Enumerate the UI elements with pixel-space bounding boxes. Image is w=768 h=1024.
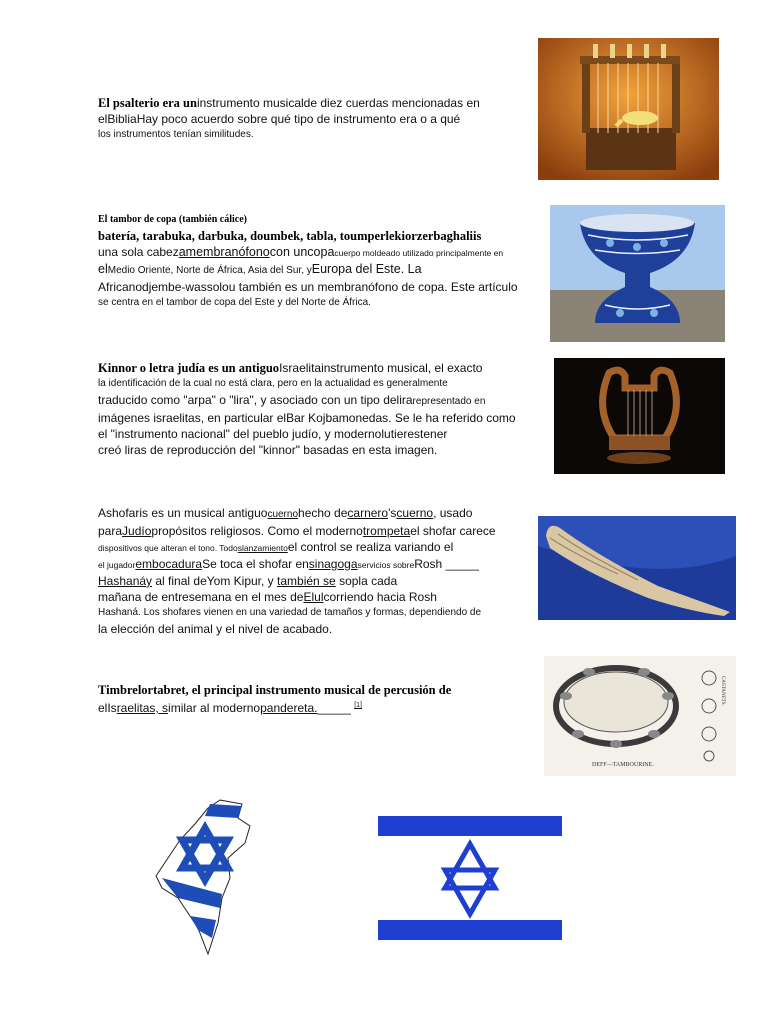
tambor-l4i: . La: [400, 262, 422, 276]
tambor-line5: Africanodjembe-wassolou también es un membranófono de copa. Este artículo: [98, 280, 518, 294]
timbrel-line1: Timbrelortabret, el principal instrumento musical de percusión de: [98, 683, 452, 697]
tambourine-caption: DEFF—TAMBOURINE.: [592, 762, 654, 768]
shofar-l6c: corriendo hacia Rosh: [323, 590, 437, 604]
shofar-l2d: trompeta: [362, 524, 411, 538]
psalterio-line2: elBibliaHay poco acuerdo sobre qué tipo de instrumento era o a qué: [98, 112, 461, 126]
shofar-l5e: , y: [261, 574, 278, 588]
shofar-l4f: Rosh: [414, 557, 443, 571]
psaltery-image: [538, 38, 719, 180]
timbrel-footnote[interactable]: [1]: [354, 702, 362, 709]
tambor-names: batería, tarabuka, darbuka, doumbek, tabla, toumperlekiorzerbaghaliis: [98, 229, 482, 243]
tambor-line6: se centra en el tambor de copa del Este y del Norte de África.: [98, 297, 371, 308]
tambor-l4e: ,: [242, 265, 248, 276]
kinnor-line5: el "instrumento nacional" del pueblo judío, y modernolutierestener: [98, 427, 448, 441]
shofar-l4d: sinagoga: [308, 557, 358, 571]
kinnor-l1b: Israelitainstrumento musical, el exacto: [279, 361, 483, 375]
tambor-l4a: el: [98, 262, 108, 276]
shofar-l4e: servicios sobre: [357, 560, 415, 570]
shofar-text: [98, 505, 543, 637]
psalterio-line3: los instrumentos tenían similitudes.: [98, 129, 254, 140]
timbrel-l2e: _____: [317, 701, 351, 715]
tambor-l3c: con uncopa: [269, 245, 335, 259]
timbrel-l2b: raelitas, s: [116, 701, 169, 715]
timbrel-l2d: pandereta.: [260, 701, 318, 715]
shofar-l1b: cuerno: [267, 509, 299, 520]
timbrel-text: [98, 682, 543, 716]
kinnor-text: [98, 360, 543, 458]
shofar-l4b: embocadura: [135, 557, 203, 571]
shofar-l3b: slanzamiento: [237, 543, 288, 553]
shofar-l1e: 's: [388, 506, 397, 520]
goblet-drum-image: [550, 205, 725, 342]
shofar-l2e: el shofar carece: [410, 524, 496, 538]
shofar-l3c: el control se realiza variando el: [287, 540, 454, 554]
israel-flag: [378, 816, 562, 940]
shofar-l6b: Elul: [303, 590, 324, 604]
shofar-l5b: y: [146, 574, 153, 588]
tambor-title: El tambor de copa (también cálice): [98, 214, 247, 225]
shofar-l5c: al final de: [152, 574, 207, 588]
kinnor-l3b: representado en: [412, 396, 486, 407]
castanets-caption: CASTANETS.: [720, 676, 725, 706]
tambor-text: [98, 212, 543, 311]
shofar-l2a: para: [98, 524, 123, 538]
shofar-l1g: , usado: [433, 506, 473, 520]
shofar-l2b: Judío: [122, 524, 152, 538]
shofar-l6a: mañana de entresemana en el mes de: [98, 590, 304, 604]
shofar-image: [538, 516, 736, 620]
shofar-l1c: hecho de: [298, 506, 348, 520]
shofar-l4c: Se toca el shofar en: [202, 557, 309, 571]
shofar-l1d: carnero: [347, 506, 389, 520]
tambourine-image: [544, 656, 736, 776]
shofar-l2c: propósitos religiosos. Como el moderno: [151, 524, 363, 538]
tambor-l4f: Asia del Sur: [247, 265, 302, 276]
tambor-l4h: Europa del Este: [311, 262, 401, 276]
kinnor-line4: imágenes israelitas, en particular elBar Kojbamonedas. Se le ha referido como: [98, 411, 516, 425]
shofar-l5f: también se: [277, 574, 336, 588]
shofar-l4g: _____: [445, 557, 479, 571]
tambor-l3b: amembranófono: [178, 245, 270, 259]
kinnor-lyre-image: [554, 358, 725, 474]
tambor-l4b: Medio Oriente: [107, 265, 171, 276]
kinnor-line6: creó liras de reproducción del "kinnor" basadas en esta imagen.: [98, 443, 438, 457]
psalterio-lead: El psalterio era un: [98, 96, 197, 110]
kinnor-line2: la identificación de la cual no está clara, pero en la actualidad es generalmente: [98, 378, 448, 389]
shofar-l4a: el jugador: [98, 560, 136, 570]
shofar-l5g: sopla cada: [335, 574, 398, 588]
israel-map-flag-image: [150, 798, 265, 956]
timbrel-l2a: elIs: [98, 701, 117, 715]
tambor-l4g: , y: [301, 265, 312, 276]
shofar-l3a: dispositivos que alteran el tono. Todo: [98, 543, 238, 553]
shofar-l1f: cuerno: [396, 506, 434, 520]
kinnor-lead: Kinnor o letra judía es un antiguo: [98, 361, 280, 375]
tambor-l4d: Norte de África: [176, 265, 243, 276]
timbrel-l2c: imilar al moderno: [168, 701, 261, 715]
kinnor-l3a: traducido como "arpa" o "lira", y asociado con un tipo delira: [98, 393, 413, 407]
shofar-line8: la elección del animal y el nivel de acabado.: [98, 622, 333, 636]
psalterio-line1: instrumento musicalde diez cuerdas mencionadas en: [196, 96, 480, 110]
tambor-l3a: una sola cabez: [98, 245, 179, 259]
psalterio-text: [98, 95, 518, 143]
tambor-l4c: ,: [170, 265, 177, 276]
tambor-l3d: cuerpo moldeado utilizado principalmente en: [334, 248, 504, 258]
shofar-l5d: Yom Kipur: [206, 574, 262, 588]
shofar-line7: Hashaná. Los shofares vienen en una variedad de tamaños y formas, dependiendo de: [98, 607, 482, 618]
shofar-l1a: Ashofaris es un musical antiguo: [98, 506, 268, 520]
shofar-l5a: Hashaná: [98, 574, 147, 588]
